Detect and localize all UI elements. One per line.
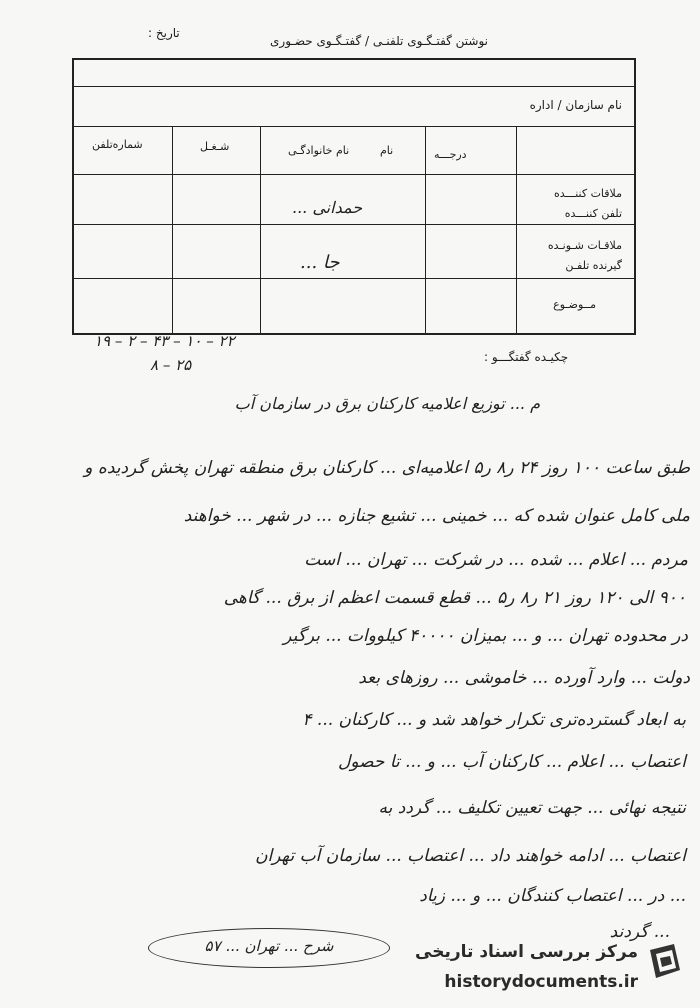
body-line: ... گردند	[609, 922, 670, 942]
body-line: به ابعاد گسترده‌تری تکرار خواهد شد و ... کارکنان ... ۴	[302, 710, 686, 730]
visited-name: جا ...	[300, 252, 340, 273]
watermark-url: historydocuments.ir	[444, 972, 638, 992]
handwritten-date-2: ۸ – ۲۵	[150, 356, 192, 374]
col-phone: شمارەتلفن	[92, 138, 143, 151]
body-line: ملی کامل عنوان شده که ... خمینی ... تشیع جنازه ... در شهر ... خواهند	[183, 506, 690, 526]
archive-logo-icon	[644, 940, 688, 984]
col-rank: درجـــه	[434, 148, 467, 161]
body-line: طبق ساعت ۱۰۰ روز ۲۴ ر۸ ر۵ اعلامیه‌ای ... کارکنان برق منطقه تهران پخش گردیده و	[84, 458, 690, 478]
row-visitor: ملاقات کننـــده تلفن کننـــده	[554, 187, 622, 220]
body-line: دولت ... وارد آورده ... خاموشی ... روزهای بعد	[358, 668, 690, 688]
body-line: اعتصاب ... ادامه خواهند داد ... اعتصاب ... سازمان آب تهران	[255, 846, 686, 866]
col-name: نام	[380, 144, 394, 157]
body-line: ... در ... اعتصاب کنندگان ... و ... زیاد	[419, 886, 686, 906]
body-line: مردم ... اعلام ... شده ... در شرکت ... تهران ... است	[304, 550, 688, 570]
watermark-name: مرکز بررسی اسناد تاریخی	[415, 942, 638, 962]
body-line: نتیجه نهائی ... جهت تعیین تکلیف ... گردد به	[378, 798, 686, 818]
body-line: ۹۰۰ الی ۱۲۰ روز ۲۱ ر۸ ر۵ ... قطع قسمت اعظم از برق ... گاهی	[223, 588, 686, 608]
summary-label: چکیـده گفتگـــو :	[484, 350, 569, 364]
signature-stamp	[148, 928, 390, 968]
handwritten-date: ۱۹ – ۲ – ۴۳ – ۱۰ – ۲۲	[94, 332, 235, 350]
visitor-name: حمدانی ...	[292, 198, 363, 217]
subject-line: م ... توزیع اعلامیه کارکنان برق در سازمان آب	[234, 394, 540, 413]
row-subject: مــوضـوع	[553, 298, 596, 311]
page-title: نوشتن گفتـگـوی تلفنـی / گفتـگـوی حضـوری	[270, 34, 489, 48]
date-label: تاریخ :	[148, 26, 180, 40]
body-line: در محدوده تهران ... و ... بمیزان ۴۰۰۰۰ کیلووات ... برگیر	[283, 626, 688, 646]
watermark	[390, 936, 690, 1002]
signature-text: شرح ... تهران ... ۵۷	[204, 937, 334, 955]
body-line: اعتصاب ... اعلام ... کارکنان آب ... و ... تا حصول	[338, 752, 686, 772]
row-visited: ملاقـات شـونـده گیرنده تلفـن	[547, 239, 622, 272]
form-table	[72, 58, 636, 334]
col-family: نام خانوادگـی	[288, 144, 350, 157]
col-job: شـغـل	[200, 140, 230, 153]
org-label: نام سازمان / اداره	[529, 98, 622, 112]
